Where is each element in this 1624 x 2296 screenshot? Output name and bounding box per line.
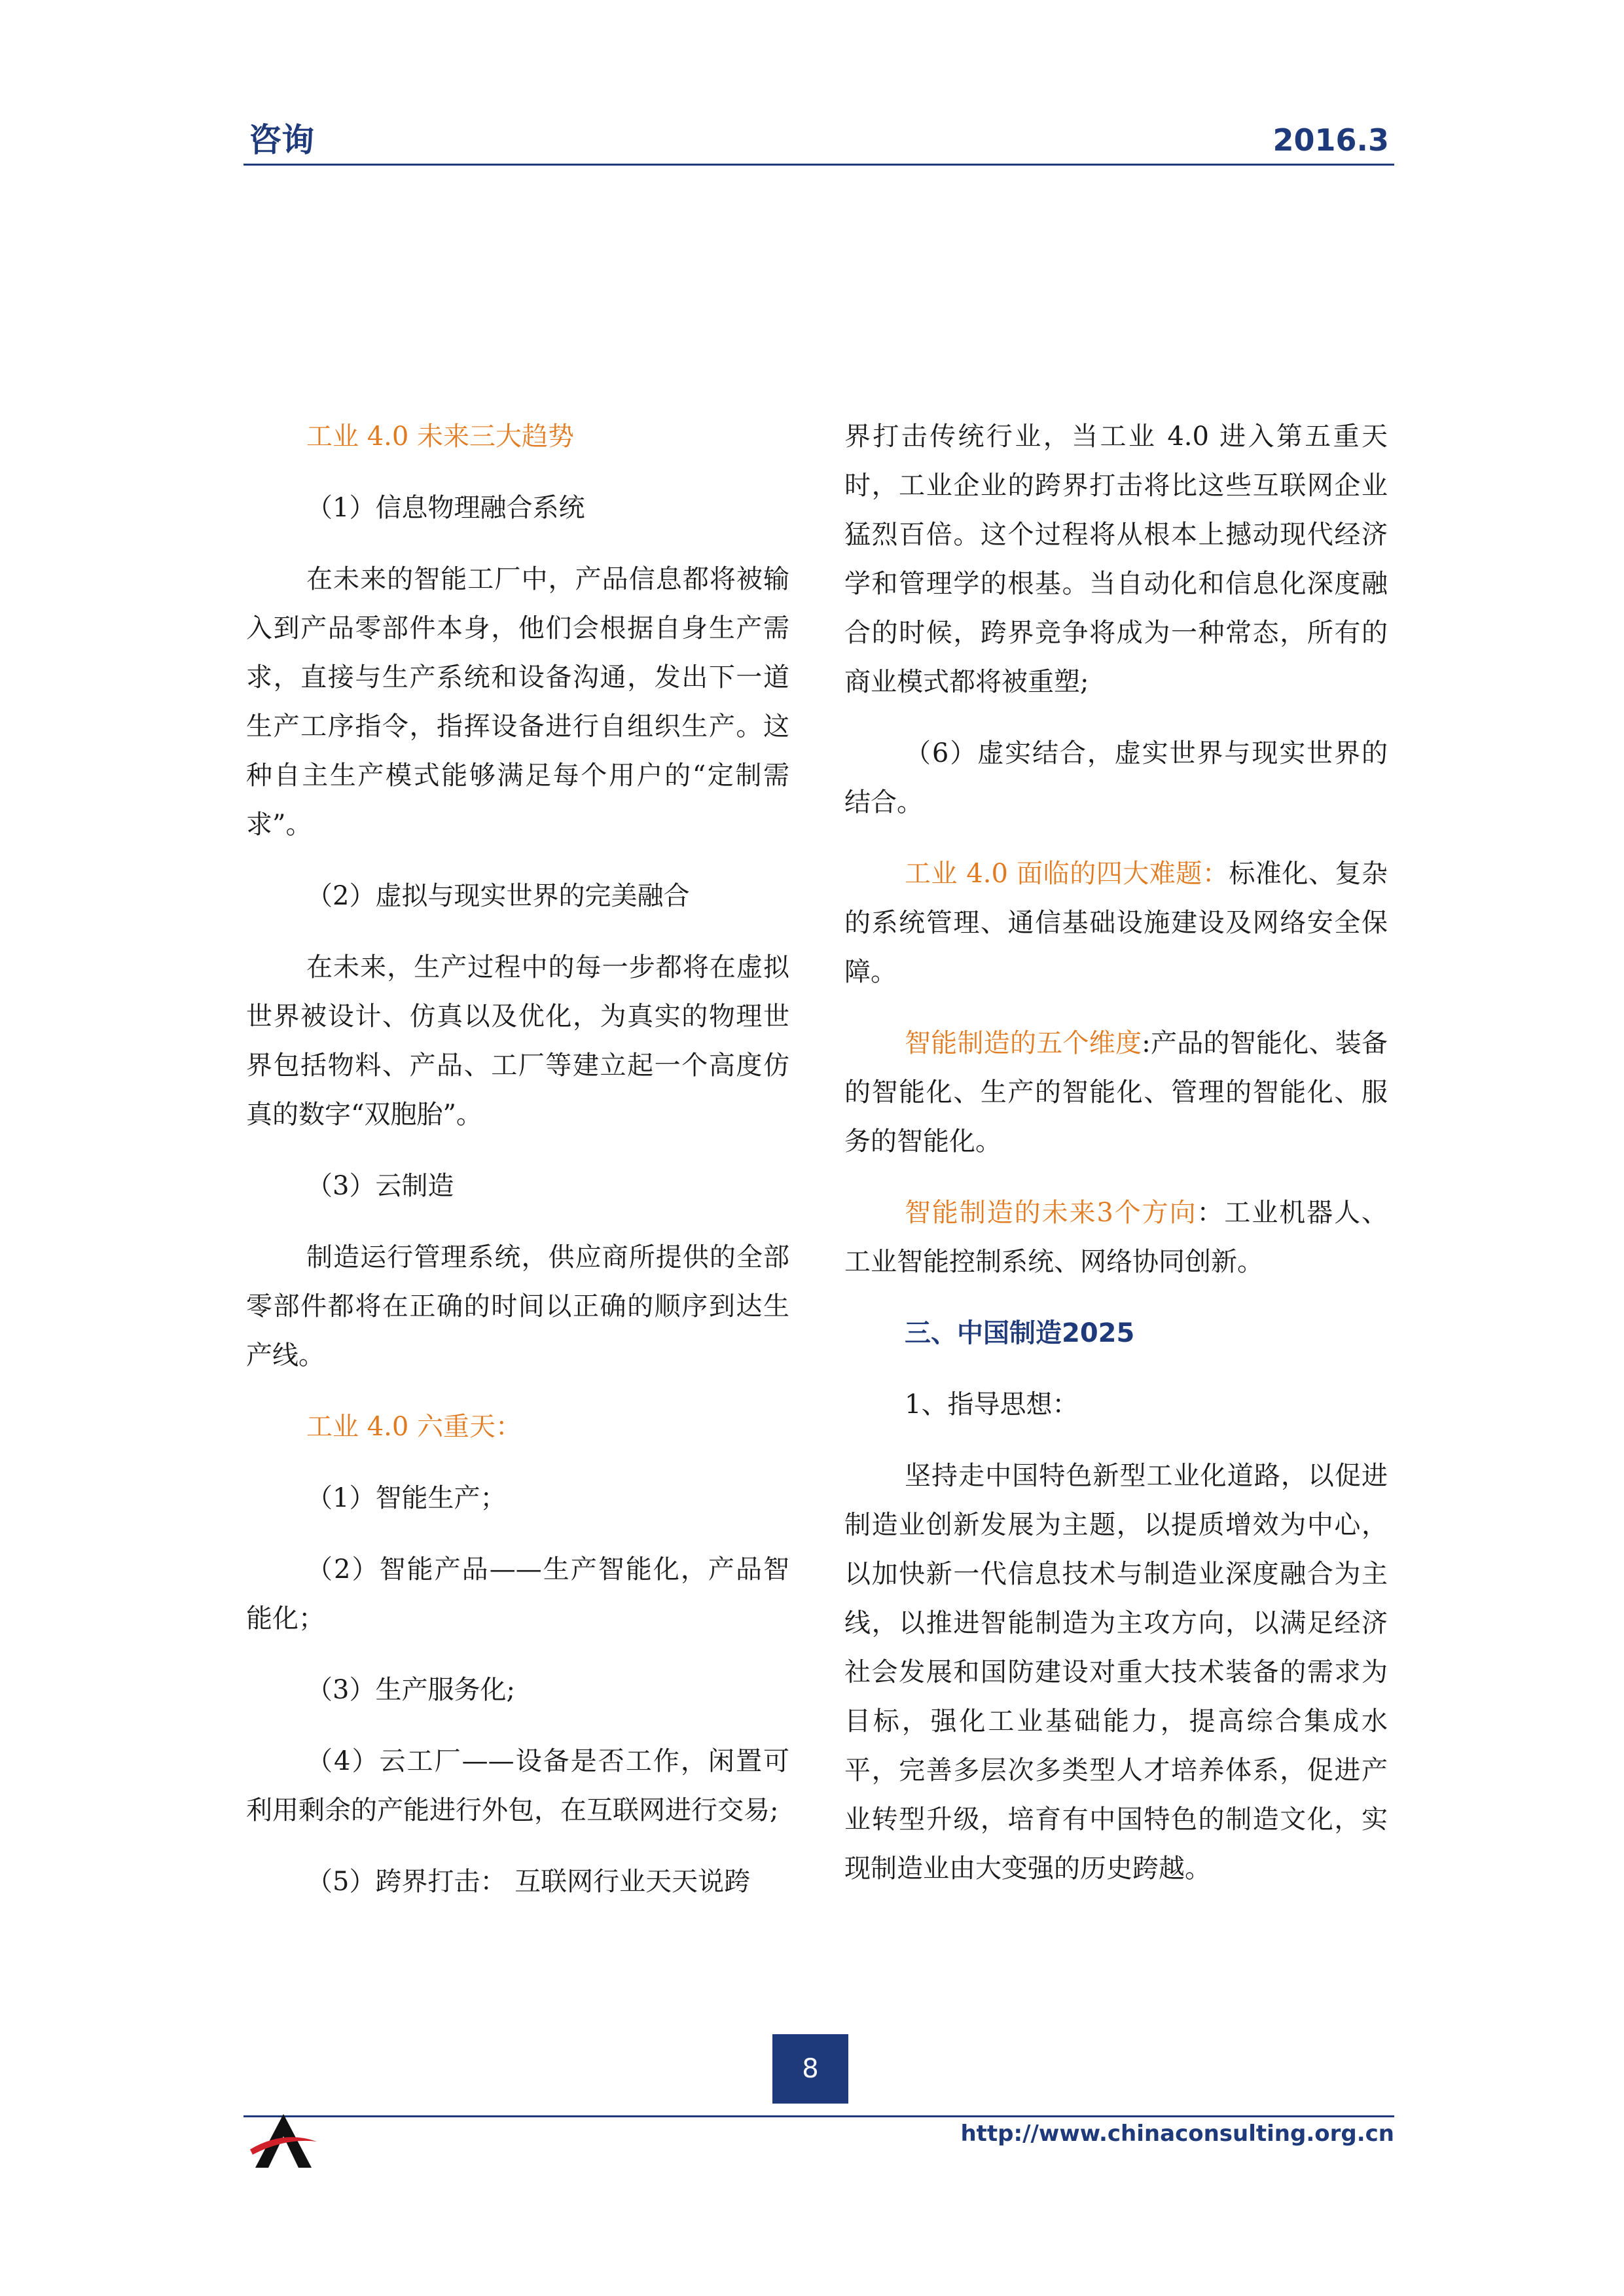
subsection-heading: 1、指导思想： — [905, 1390, 1079, 1420]
body-paragraph: 在未来的智能工厂中，产品信息都将被输入到产品零部件本身，他们会根据自身生产需求，直接与生产系统和设备沟通，发出下一道生产工序指令，指挥设备进行自组织生产。这种自主生产模式能够满足每个用户的“定制需求”。 — [246, 564, 789, 840]
right-column — [844, 412, 1388, 1916]
list-item: （6）虚实结合，虚实世界与现实世界的结合。 — [844, 738, 1388, 817]
challenges-label: 工业 4.0 面临的四大难题： — [905, 859, 1229, 889]
list-item: （1）智能生产； — [306, 1483, 507, 1513]
body-paragraph: 界打击传统行业，当工业 4.0 进入第五重天时，工业企业的跨界打击将比这些互联网企业猛烈百倍。这个过程将从根本上撼动现代经济学和管理学的根基。当自动化和信息化深度融合的时候，跨界竞争将成为一种常态，所有的商业模式都将被重塑; — [844, 422, 1388, 697]
list-item: （2）智能产品——生产智能化，产品智能化； — [246, 1554, 789, 1634]
body-paragraph: 制造运行管理系统，供应商所提供的全部零部件都将在正确的时间以正确的顺序到达生产线。 — [246, 1242, 789, 1371]
dimensions-text: :产品的智能化、装备的智能化、生产的智能化、管理的智能化、服务的智能化。 — [844, 1028, 1388, 1157]
list-item: （2）虚拟与现实世界的完美融合 — [306, 881, 690, 911]
footer-divider — [244, 2115, 1394, 2117]
logo-icon — [247, 2111, 319, 2172]
directions-text: ：工业机器人、工业智能控制系统、网络协同创新。 — [844, 1198, 1388, 1277]
body-paragraph: 坚持走中国特色新型工业化道路，以促进制造业创新发展为主题，以提质增效为中心，以加快新一代信息技术与制造业深度融合为主线，以推进智能制造为主攻方向，以满足经济社会发展和国防建设对重大技术装备的需求为目标，强化工业基础能力，提高综合集成水平，完善多层次多类型人才培养体系，促进产业转型升级，培育有中国特色的制造文化，实现制造业由大变强的历史跨越。 — [844, 1461, 1388, 1884]
list-item: （5）跨界打击： 互联网行业天天说跨 — [306, 1867, 751, 1897]
body-paragraph — [844, 1019, 1388, 1166]
dimensions-label: 智能制造的五个维度 — [905, 1028, 1142, 1058]
header-title: 咨询 — [249, 121, 314, 159]
list-item: （3）云制造 — [306, 1171, 454, 1201]
footer-url: http://www.chinaconsulting.org.cn — [960, 2121, 1394, 2147]
left-column — [246, 412, 789, 1929]
list-item: （4）云工厂——设备是否工作，闲置可利用剩余的产能进行外包，在互联网进行交易; — [246, 1746, 789, 1825]
section-heading-six-levels: 工业 4.0 六重天： — [306, 1412, 522, 1442]
section-heading-china-2025: 三、中国制造2025 — [905, 1318, 1135, 1348]
header-date: 2016.3 — [1272, 122, 1389, 158]
directions-label: 智能制造的未来3个方向 — [905, 1198, 1197, 1228]
list-item: （1）信息物理融合系统 — [306, 493, 585, 523]
section-heading-trends: 工业 4.0 未来三大趋势 — [306, 422, 575, 452]
body-paragraph: 在未来，生产过程中的每一步都将在虚拟世界被设计、仿真以及优化，为真实的物理世界包括物料、产品、工厂等建立起一个高度仿真的数字“双胞胎”。 — [246, 952, 789, 1130]
body-paragraph — [844, 850, 1388, 997]
body-paragraph — [844, 1189, 1388, 1287]
challenges-text: 标准化、复杂的系统管理、通信基础设施建设及网络安全保障。 — [844, 859, 1388, 987]
page-number: 8 — [772, 2034, 848, 2104]
page-header — [244, 117, 1394, 164]
header-divider — [244, 164, 1394, 166]
list-item: （3）生产服务化; — [306, 1675, 515, 1705]
